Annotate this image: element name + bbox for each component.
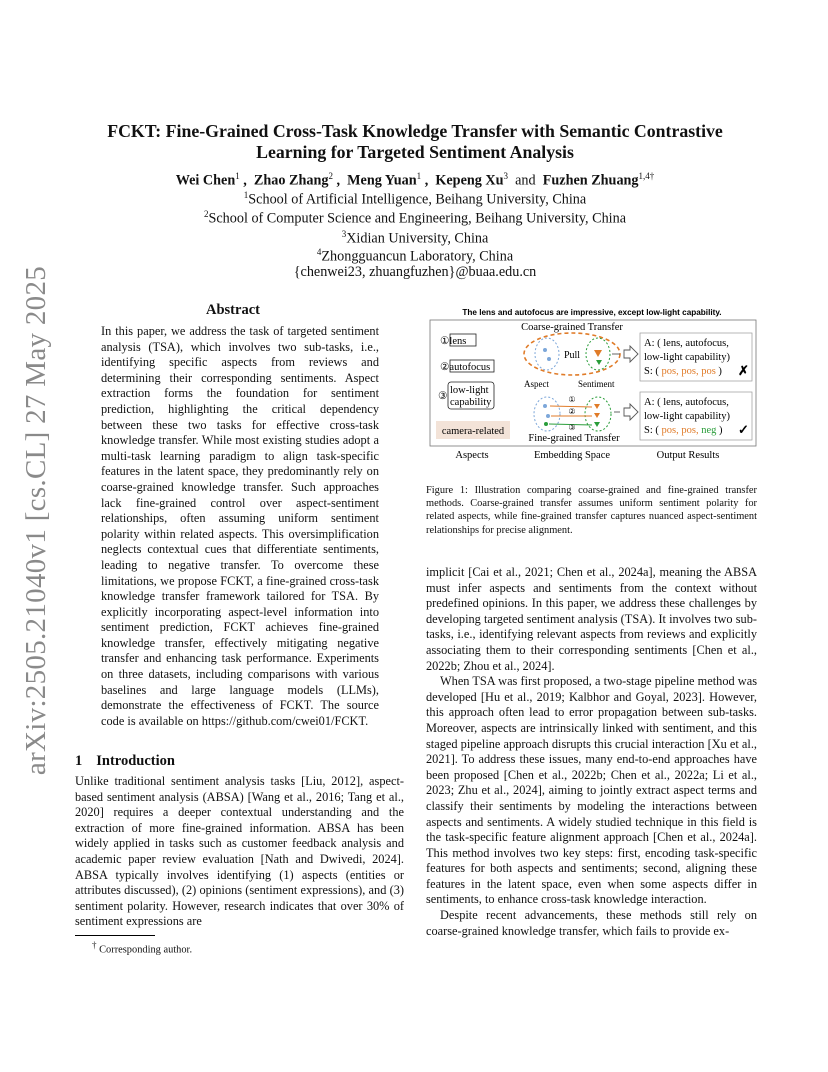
link-number-3: ③: [568, 423, 576, 432]
aspect-lens: ①lens: [440, 336, 467, 347]
section-title: Introduction: [96, 753, 175, 769]
aspect-point: [543, 348, 547, 352]
figure-illustration: [426, 306, 758, 466]
coarse-aspect-cluster: [535, 338, 559, 370]
author-separator: ,: [332, 172, 348, 189]
fine-label: Fine-grained Transfer: [528, 433, 620, 444]
figure-column-labels: [455, 450, 719, 461]
out1-aspects-2: low-light capability): [644, 352, 731, 363]
aspect-point: [546, 414, 550, 418]
aspect-point: [544, 422, 548, 426]
affil-text: School of Computer Science and Engineering, Beihang University, China: [208, 210, 627, 227]
s-value: pos,: [681, 366, 699, 377]
affiliation-2: [70, 209, 760, 228]
intro-paragraph: implicit [Cai et al., 2021; Chen et al., 2024a], meaning the ABSA must infer aspects and sentiments from the context without predefined opinions. In this paper, we address these challenges by developing targeted sentiment analysis (TSA). It involves two sub-tasks, i.e., identifying relevant aspects from reviews and explicitly associating them to their corresponding sentiments [Chen et al., 2022b; Zhou et al., 2024].: [426, 565, 757, 673]
output-arrow-icon: [624, 346, 638, 362]
author-name: Wei Chen: [175, 172, 236, 189]
figure-caption: Figure 1: Illustration comparing coarse-grained and fine-grained transfer methods. Coarse-grained transfer assumes uniform sentiment polarity for related aspects, while fine-grained transfer captures nuanced aspect-sentiment relationships for precise alignment.: [426, 485, 757, 536]
intro-right-column: [426, 565, 757, 939]
affil-mark: 3: [341, 229, 347, 239]
pull-label: Pull: [563, 350, 581, 361]
author-affil-mark: 3: [503, 171, 509, 181]
author-separator: and: [508, 172, 543, 189]
coarse-label: Coarse-grained Transfer: [521, 322, 623, 333]
arxiv-id: arXiv:2505.21040v1 [cs.CL] 27 May 2025: [20, 265, 53, 775]
sentiment-marker: [594, 350, 602, 357]
author-separator: ,: [239, 172, 254, 189]
check-icon: ✓: [738, 422, 749, 437]
introduction-heading: [75, 753, 175, 770]
author-affil-mark: 2: [328, 171, 333, 181]
abstract-heading: Abstract: [206, 302, 260, 318]
out1-sentiments: [644, 366, 722, 377]
affil-text: School of Artificial Intelligence, Beihang University, China: [248, 191, 587, 208]
label-aspects: Aspects: [455, 450, 489, 461]
aspect-autofocus: ②autofocus: [440, 362, 491, 373]
aspect-column: [436, 334, 510, 439]
intro-left-column: [75, 774, 404, 930]
s-prefix: S: (: [644, 366, 662, 377]
s-value: pos,: [661, 425, 679, 436]
sentiment-marker: [594, 413, 600, 418]
footnote: [92, 940, 192, 955]
figure-1: [426, 306, 758, 466]
link-number-1: ①: [568, 395, 576, 404]
author-affil-mark: 1: [416, 171, 422, 181]
s-value: neg: [701, 425, 717, 436]
s-prefix: S: (: [644, 425, 662, 436]
affil-mark: 1: [243, 190, 249, 200]
aspect-lowlight-2: capability: [450, 397, 492, 408]
paper-title: [70, 121, 760, 163]
s-value: pos: [701, 366, 716, 377]
abstract-body: [101, 324, 379, 729]
affil-mark: 4: [316, 247, 322, 257]
affil-mark: 2: [203, 209, 209, 219]
author-emails: {chenwei23, zhuangfuzhen}@buaa.edu.cn: [293, 264, 537, 280]
fine-aspect-cluster: [534, 397, 560, 431]
author-name: Kepeng Xu: [435, 172, 504, 189]
intro-paragraph: Unlike traditional sentiment analysis tasks [Liu, 2012], aspect-based sentiment analysis (ABSA) [Wang et al., 2016; Tang et al., 2020] requires a deeper contextual understanding and the extraction of more fine-grained information. ABSA has been widely applied in tasks such as customer feedback analysis and academic paper review evaluation [Nath and Dwivedi, 2024]. ABSA typically involves identifying (1) aspects (entities or attributes discussed), (2) opinions (sentiment expressions), and (3) sentiment polarity. However, research indicates that over 30% of sentiment expressions are: [75, 774, 404, 929]
footnote-divider: [75, 935, 155, 936]
review-sentence: The lens and autofocus are impressive, except low-light capability.: [462, 308, 722, 317]
intro-paragraph: When TSA was first proposed, a two-stage pipeline method was developed [Hu et al., 2019; Kalbhor and Goyal, 2023]. However, this approach often lead to error propagation between sub-tasks. Moreover, aspects are intrinsically linked with sentiment, and this staged pipeline approach disrupts this crucial interaction [Xu et al., 2021]. To address these issues, many end-to-end approaches have been proposed [Chen et al., 2022b; Chen et al., 2022a; Li et al., 2023; Zhu et al., 2024], aiming to jointly extract aspect terms and classify their sentiments by modeling the interactions between aspects and sentiments. A widely studied technique in this field is the task-specific feature alignment approach [Chen et al., 2024a]. This method involves two key steps: first, encoding task-specific features for both aspects and sentiments; second, aligning these features in the latent space, even when some aspects differ in sentiments, to enhance cross-task knowledge interaction.: [426, 674, 757, 907]
affiliation-4: [70, 247, 760, 266]
section-number: 1: [75, 753, 83, 769]
footnote-mark: †: [92, 940, 97, 950]
author-affil-mark: 1: [235, 171, 240, 181]
author-name: Meng Yuan: [347, 172, 417, 189]
affiliation-1: [70, 190, 760, 209]
title-line-1: FCKT: Fine-Grained Cross-Task Knowledge Transfer with Semantic Contrastive: [107, 121, 723, 141]
author-name: Zhao Zhang: [253, 172, 329, 189]
title-line-2: Learning for Targeted Sentiment Analysis: [256, 142, 574, 162]
output-arrow-icon: [624, 404, 638, 420]
author-list: [70, 171, 760, 190]
output-text: [644, 338, 749, 437]
out2-aspects-2: low-light capability): [644, 411, 731, 422]
abstract-text: In this paper, we address the task of targeted sentiment analysis (TSA), which involves two sub-tasks, i.e., identifying specific aspects from reviews and determining their corresponding sentiments. Aspect extraction forms the foundation for sentiment prediction, highlighting the critical dependency between these two tasks for effective cross-task knowledge transfer. While most existing studies adopt a multi-task learning paradigm to align task-specific features in the latent space, they predominantly rely on coarse-grained knowledge transfer. Such approaches lack fine-grained control over aspect-sentiment relationships, often assuming uniform sentiment polarity within related aspects. This oversimplification neglects contextual cues that differentiate sentiments, leading to negative transfer. To overcome these limitations, we propose FCKT, a fine-grained cross-task knowledge transfer framework tailored for TSA. By explicitly incorporating aspect-level information into sentiment prediction, FCKT achieves fine-grained knowledge transfer, effectively mitigating negative transfer and enhancing task performance. Experiments on three datasets, including comparisons with various baselines and large language models (LLMs), demonstrate the effectiveness of FCKT. The source code is available on https://github.com/cwei01/FCKT.: [101, 324, 379, 728]
aspect-point: [547, 357, 551, 361]
s-suffix: ): [715, 366, 722, 377]
cross-icon: ✗: [738, 363, 749, 378]
aspect-lowlight-1: low-light: [450, 385, 489, 396]
affiliation-3: [70, 229, 760, 248]
author-separator: ,: [421, 172, 436, 189]
aspect-number-3: ③: [438, 391, 448, 402]
output-arrows: [612, 346, 638, 420]
s-value: pos,: [661, 366, 679, 377]
affil-text: Zhongguancun Laboratory, China: [321, 248, 514, 265]
aspect-point: [543, 404, 547, 408]
out1-aspects-1: A: ( lens, autofocus,: [644, 338, 729, 349]
out2-aspects-1: A: ( lens, autofocus,: [644, 397, 729, 408]
link-number-2: ②: [568, 407, 576, 416]
sentiment-marker: [596, 360, 602, 365]
author-affil-mark: 1,4†: [638, 171, 655, 181]
label-embedding-space: Embedding Space: [533, 450, 611, 461]
sentiment-marker: [594, 422, 600, 427]
out2-sentiments: [644, 425, 723, 436]
s-value: pos,: [681, 425, 699, 436]
aspect-category: camera-related: [441, 426, 505, 437]
intro-paragraph: Despite recent advancements, these methods still rely on coarse-grained knowledge transfer, which fails to provide ex-: [426, 908, 757, 938]
arxiv-identifier-stamp: [8, 265, 66, 775]
author-name: Fuzhen Zhuang: [542, 172, 639, 189]
sentiment-axis-label: Sentiment: [578, 379, 615, 389]
footnote-text: Corresponding author.: [99, 944, 193, 956]
sentiment-marker: [594, 404, 600, 409]
s-suffix: ): [716, 425, 723, 436]
affil-text: Xidian University, China: [346, 230, 489, 247]
label-output-results: Output Results: [656, 450, 720, 461]
aspect-axis-label: Aspect: [524, 379, 549, 389]
